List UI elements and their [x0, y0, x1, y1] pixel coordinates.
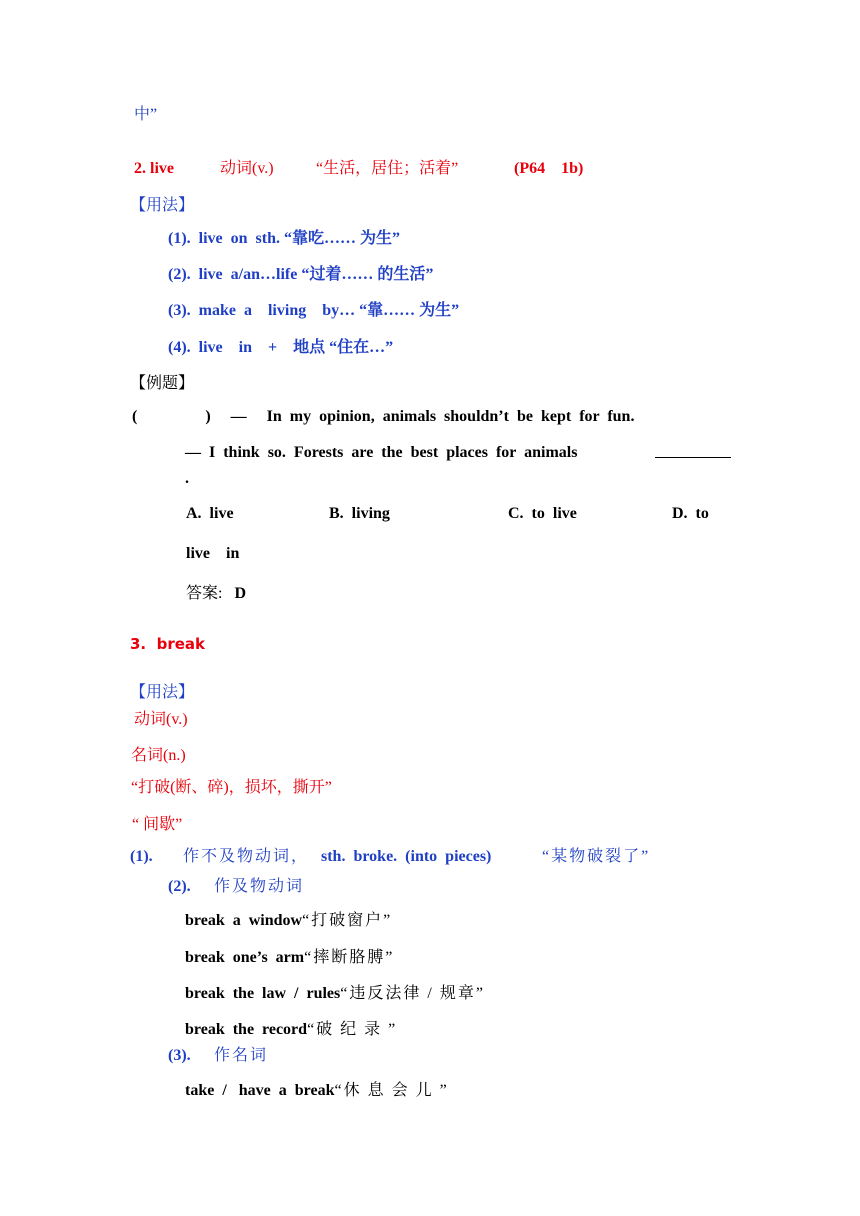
option-b: B. living — [329, 505, 390, 522]
example-break-arm — [185, 948, 394, 968]
continued-text-fragment: 中” — [134, 106, 158, 123]
item-2-heading — [134, 159, 174, 179]
example-zh: “休 息 会 儿 ” — [334, 1082, 449, 1099]
question-text: — I think so. Forests are the best places for animals — [185, 444, 578, 461]
sub-usage-2-num: (2). — [168, 878, 191, 895]
usage-item-1: (1). live on sth. “靠吃…… 为生” — [168, 230, 401, 247]
example-zh: “破 纪 录 ” — [307, 1021, 398, 1038]
sub-usage-2-desc: 作及物动词 — [214, 878, 305, 895]
usage-item-2: (2). live a/an…life “过着…… 的生活” — [168, 266, 434, 283]
example-break-law — [185, 984, 485, 1004]
sub-usage-1-meaning: “某物破裂了” — [542, 848, 651, 865]
example-en: take / have a break — [185, 1082, 335, 1099]
option-d: D. to — [672, 505, 709, 522]
answer-blank — [655, 443, 731, 464]
example-title: 【例题】 — [130, 375, 195, 392]
usage-title: 【用法】 — [130, 197, 195, 214]
item-3-usage-title: 【用法】 — [130, 684, 195, 701]
item-3-heading: 3. break — [130, 635, 205, 653]
meaning-verb: “打破(断、碎)，损坏，撕开” — [131, 779, 332, 796]
example-en: break the law / rules — [185, 985, 341, 1002]
example-break-window — [185, 911, 392, 931]
example-zh: “打破窗户” — [302, 912, 393, 929]
item-2-pos — [220, 159, 274, 179]
answer-value: D — [234, 585, 247, 602]
item-2-page-ref: (P64 1b) — [514, 160, 584, 177]
item-word: live — [150, 160, 174, 177]
sub-usage-1 — [130, 847, 153, 867]
sub-usage-1-num: (1). — [130, 848, 153, 865]
usage-item-4: (4). live in + 地点 “住在…” — [168, 339, 394, 356]
option-d-continued: live in — [186, 545, 240, 562]
question-line-1: ( ) — In my opinion, animals shouldn’t be kept for fun. — [132, 408, 635, 425]
sub-usage-1-example: sth. broke. (into pieces) — [321, 848, 492, 865]
option-c: C. to live — [508, 505, 577, 522]
example-en: break the record — [185, 1021, 308, 1038]
pos-verb: 动词(v.) — [134, 711, 188, 728]
question-period: . — [185, 470, 189, 487]
example-zh: “违反法律 / 规章” — [340, 985, 485, 1002]
answer-line — [186, 584, 246, 604]
example-en: break one’s arm — [185, 949, 305, 966]
question-line-2 — [185, 443, 577, 463]
option-a: A. live — [186, 505, 234, 522]
sub-usage-3-num: (3). — [168, 1047, 191, 1064]
example-take-break — [185, 1081, 449, 1101]
example-en: break a window — [185, 912, 303, 929]
example-zh: “摔断胳膊” — [304, 949, 395, 966]
item-number: 2. — [134, 160, 146, 177]
item-2-meaning: “生活，居住；活着” — [316, 160, 459, 177]
example-break-record — [185, 1020, 397, 1040]
sub-usage-3-desc: 作名词 — [214, 1047, 269, 1064]
answer-label: 答案: — [186, 585, 223, 602]
meaning-noun: “ 间歇” — [132, 816, 183, 833]
usage-item-3: (3). make a living by… “靠…… 为生” — [168, 302, 460, 319]
pos-noun: 名词(n.) — [131, 747, 186, 764]
pos-label: 动词(v.) — [220, 160, 274, 177]
sub-usage-1-desc: 作不及物动词， — [183, 848, 310, 865]
